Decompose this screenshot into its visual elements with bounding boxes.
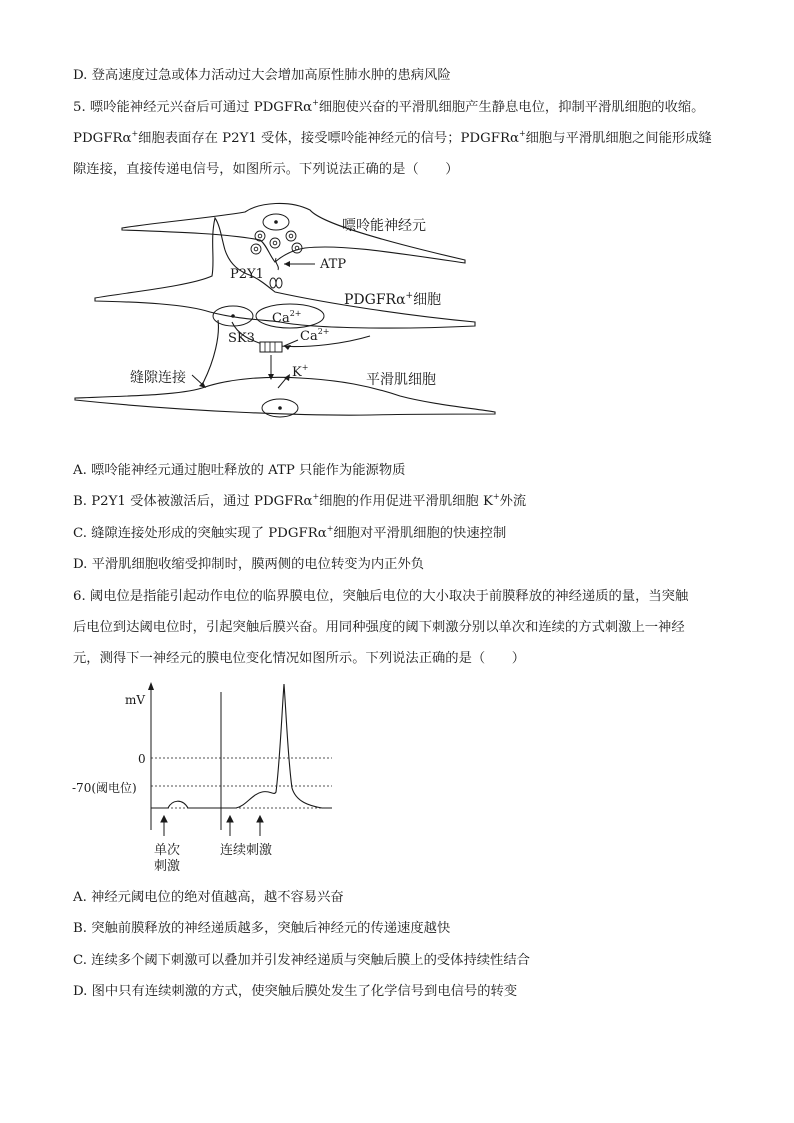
- sk3-label: SK3: [228, 331, 255, 346]
- q5-stem-2b: 细胞表面存在 P2Y1 受体，接受嘌呤能神经元的信号；PDGFRα: [138, 131, 519, 146]
- smooth-muscle-label: 平滑肌细胞: [366, 372, 436, 388]
- q5-stem-2c: 细胞与平滑肌细胞之间能形成缝: [525, 131, 712, 146]
- tick-zero: 0: [138, 752, 146, 766]
- q5-stem-line-3: 隙连接，直接传递电信号，如图所示。下列说法正确的是（ ）: [73, 162, 459, 177]
- q6-stem-line-1: 6. 阈电位是指能引起动作电位的临界膜电位，突触后电位的大小取决于前膜释放的神经递质的量，当突触: [73, 589, 689, 604]
- q6-stem-line-2: 后电位到达阈电位时，引起突触后膜兴奋。用同种强度的阈下刺激分别以单次和连续的方式刺激上一神经: [73, 620, 685, 635]
- q5-stem-1b: 细胞使兴奋的平滑肌细胞产生静息电位，抑制平滑肌细胞的收缩。: [318, 100, 705, 115]
- q6-option-b: B. 突触前膜释放的神经递质越多，突触后神经元的传递速度越快: [73, 921, 451, 936]
- stimulus-arrows: [161, 816, 263, 836]
- q5-cell-diagram: [70, 200, 510, 420]
- tick-threshold: -70(阈电位): [72, 781, 137, 795]
- q5-option-d: D. 平滑肌细胞收缩受抑制时，膜两侧的电位转变为内正外负: [73, 557, 425, 572]
- q5-stem-1-sup: +: [312, 98, 319, 107]
- q6-option-d: D. 图中只有连续刺激的方式，使突触后膜处发生了化学信号到电信号的转变: [73, 984, 518, 999]
- pdgfr-cell-label: PDGFRα+细胞: [344, 291, 442, 308]
- k-ion-label: K+: [292, 363, 309, 380]
- gap-junction-label: 缝隙连接: [130, 370, 186, 386]
- q5-option-a: A. 嘌呤能神经元通过胞吐释放的 ATP 只能作为能源物质: [73, 463, 406, 478]
- q5-option-b: B. P2Y1 受体被激活后，通过 PDGFRα+细胞的作用促进平滑肌细胞 K+外流: [73, 492, 527, 509]
- q6-option-c: C. 连续多个阈下刺激可以叠加并引发神经递质与突触后膜上的受体持续性结合: [73, 953, 530, 968]
- q5-stem-2a: PDGFRα: [73, 131, 132, 146]
- prev-option-d: D. 登高速度过急或体力活动过大会增加高原性肺水肿的患病风险: [73, 68, 451, 83]
- q5-stem-2-sup2: +: [518, 129, 526, 138]
- ca-outer-label: $Ca^{2+}$: [300, 327, 330, 344]
- neuron-label: 嘌呤能神经元: [342, 218, 426, 234]
- q5-stem-2-sup: +: [131, 129, 139, 138]
- ca-inner-label: $Ca^{2+}$: [272, 309, 302, 326]
- atp-label: ATP: [320, 257, 347, 272]
- single-stimulus-label-1: 单次: [154, 843, 181, 858]
- pdgfr-lower-branch: [202, 320, 370, 385]
- membrane-potential-trace: [151, 684, 332, 808]
- q5-option-c: C. 缝隙连接处形成的突触实现了 PDGFRα+细胞对平滑肌细胞的快速控制: [73, 524, 507, 541]
- single-stimulus-label-2: 刺激: [154, 859, 181, 874]
- q6-option-a: A. 神经元阈电位的绝对值越高，越不容易兴奋: [73, 890, 344, 905]
- q5-stem-line-1: [73, 98, 704, 118]
- q5-stem-1a: 5. 嘌呤能神经元兴奋后可通过 PDGFRα: [73, 100, 313, 115]
- repeat-stimulus-label: 连续刺激: [220, 843, 273, 858]
- q6-membrane-potential-graph: [70, 680, 350, 880]
- y-axis-unit: mV: [125, 693, 146, 707]
- p2y1-label: P2Y1: [230, 267, 264, 282]
- p2y1-receptor: [270, 278, 282, 288]
- q6-stem-line-3: 元，测得下一神经元的膜电位变化情况如图所示。下列说法正确的是（ ）: [73, 651, 526, 666]
- q5-stem-line-2: [73, 129, 712, 149]
- sk3-channel: [260, 342, 282, 352]
